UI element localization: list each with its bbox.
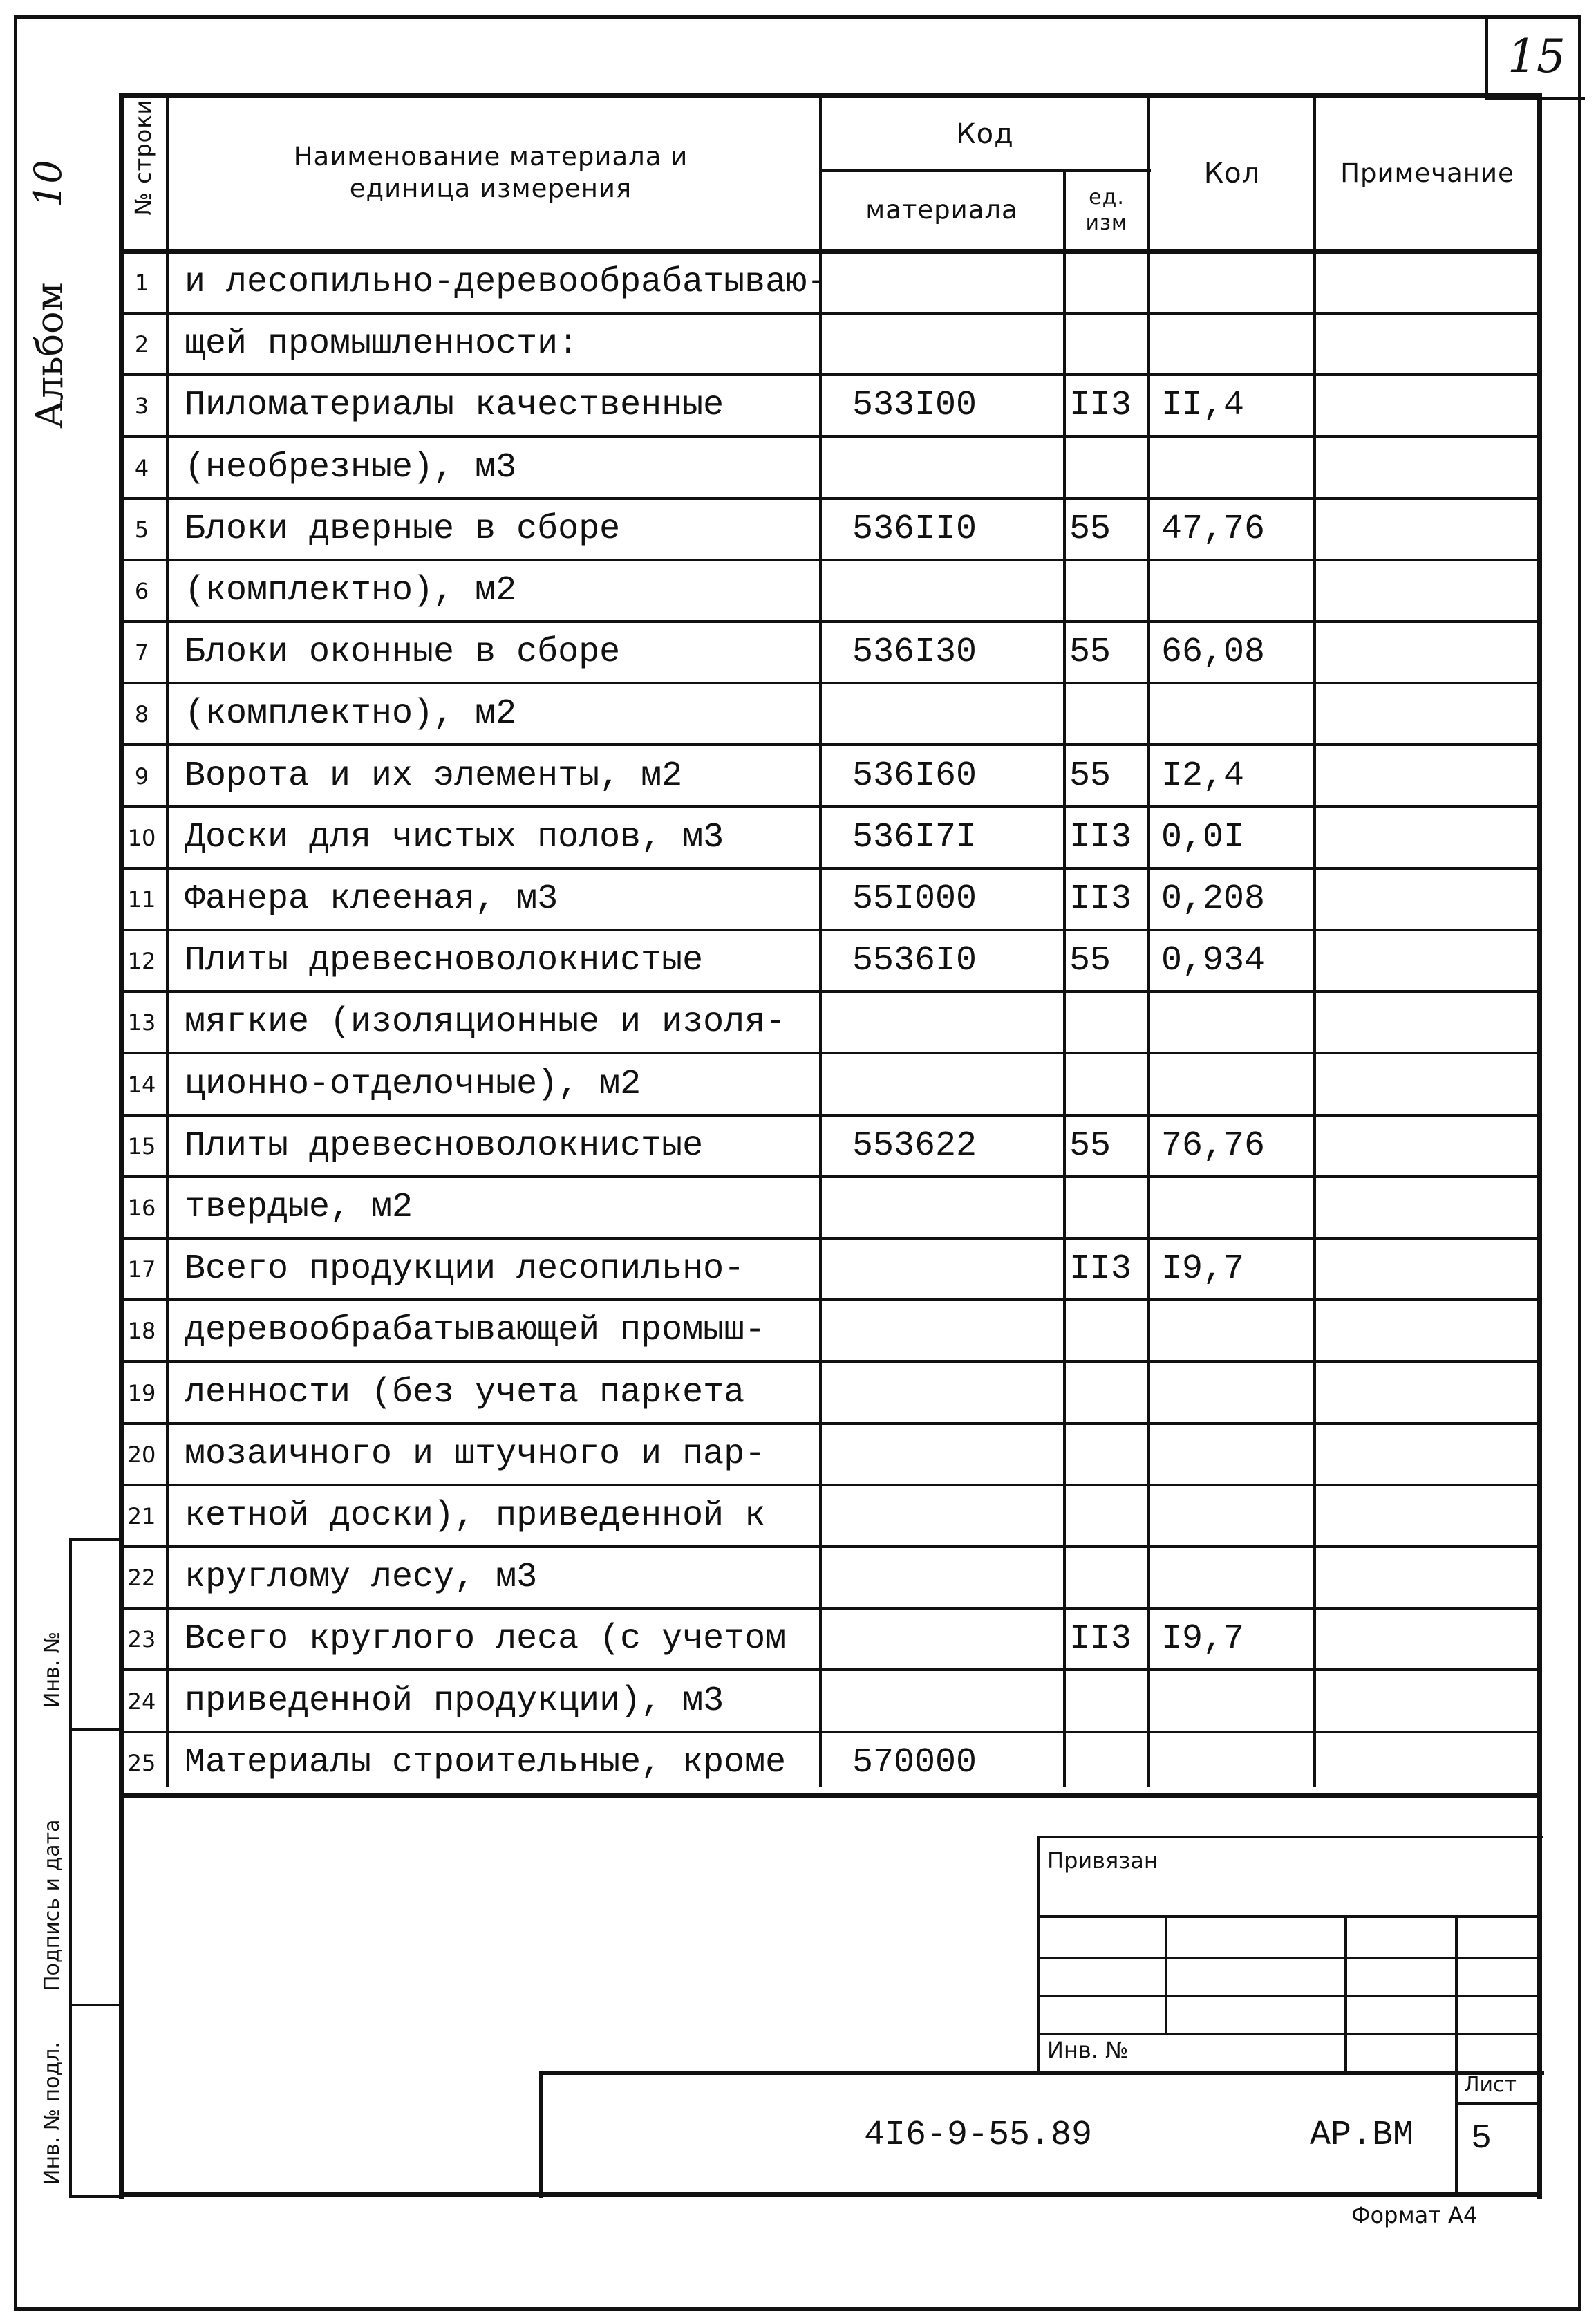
material-name-cell: Всего круглого леса (с учетом	[185, 1619, 787, 1659]
sheet-number: 15	[1485, 15, 1585, 100]
quantity-cell	[1161, 1054, 1313, 1115]
unit-code-cell	[1069, 1670, 1145, 1732]
material-code-cell: 533I00	[852, 386, 977, 425]
unit-code-cell: II3	[1069, 879, 1132, 919]
stamp-sheet-vline	[1455, 2071, 1458, 2194]
album-label: Альбом	[28, 282, 71, 429]
note-cell	[1320, 1300, 1534, 1361]
material-name-cell: кетной доски), приведенной к	[185, 1496, 766, 1536]
quantity-cell: 47,76	[1161, 510, 1266, 549]
quantity-cell	[1161, 1485, 1313, 1547]
quantity-cell	[1161, 991, 1313, 1053]
unit-code-cell	[1069, 1362, 1145, 1424]
table-row	[121, 1424, 1539, 1485]
header-code-unit: ед. изм	[1085, 185, 1128, 235]
row-number-cell: 4	[134, 454, 149, 481]
table-row	[121, 252, 1539, 313]
unit-code-cell	[1069, 313, 1145, 375]
material-code-cell	[852, 1424, 1080, 1485]
note-cell	[1320, 375, 1534, 436]
unit-code-cell: 55	[1069, 633, 1111, 672]
material-name-cell: ленности (без учета паркета	[185, 1373, 745, 1413]
note-cell	[1320, 1732, 1534, 1793]
material-name-cell: Пиломатериалы качественные	[185, 386, 724, 425]
side-inv-no: Инв. №	[40, 1631, 64, 1708]
header-qty: Кол	[1203, 158, 1261, 189]
material-name-cell: и лесопильно-деревообрабатываю-	[185, 263, 828, 302]
unit-code-cell	[1069, 1300, 1145, 1361]
quantity-cell	[1161, 252, 1313, 313]
table-row	[121, 1115, 1539, 1177]
note-cell	[1320, 1608, 1534, 1670]
table-row	[121, 1485, 1539, 1547]
note-cell	[1320, 560, 1534, 622]
note-cell	[1320, 437, 1534, 498]
note-cell	[1320, 1054, 1534, 1115]
unit-code-cell	[1069, 560, 1145, 622]
material-code-cell	[852, 560, 1080, 622]
material-code-cell: 553622	[852, 1126, 977, 1166]
note-cell	[1320, 252, 1534, 313]
row-number-cell: 3	[134, 392, 149, 419]
stamp-doc-code: 4I6-9-55.89	[864, 2116, 1093, 2155]
row-number-cell: 20	[127, 1441, 156, 1468]
material-name-cell: Плиты древесноволокнистые	[185, 941, 704, 980]
note-cell	[1320, 1362, 1534, 1424]
quantity-cell	[1161, 1732, 1313, 1793]
unit-code-cell	[1069, 1485, 1145, 1547]
quantity-cell	[1161, 313, 1313, 375]
material-name-cell: Плиты древесноволокнистые	[185, 1126, 704, 1166]
unit-code-cell	[1069, 683, 1145, 745]
table-body-bottom	[119, 1793, 1542, 1798]
row-number-cell: 22	[127, 1564, 156, 1591]
unit-code-cell	[1069, 991, 1145, 1053]
quantity-cell	[1161, 437, 1313, 498]
row-number-cell: 16	[127, 1194, 156, 1221]
row-number-cell: 23	[127, 1625, 156, 1652]
quantity-cell: I9,7	[1161, 1619, 1245, 1659]
note-cell	[1320, 498, 1534, 560]
table-row	[121, 683, 1539, 745]
row-number-cell: 1	[134, 269, 149, 296]
table-row	[121, 1300, 1539, 1361]
row-number-cell: 10	[127, 824, 156, 851]
material-code-cell	[852, 1670, 1080, 1732]
side-inv-orig: Инв. № подл.	[40, 2042, 64, 2185]
material-code-cell: 536I60	[852, 756, 977, 796]
unit-code-cell: II3	[1069, 386, 1132, 425]
table-row	[121, 1054, 1539, 1115]
unit-code-cell	[1069, 1054, 1145, 1115]
material-code-cell: 536II0	[852, 510, 977, 549]
material-name-cell: мягкие (изоляционные и изоля-	[185, 1003, 787, 1042]
note-cell	[1320, 745, 1534, 807]
note-cell	[1320, 1424, 1534, 1485]
unit-code-cell: 55	[1069, 756, 1111, 796]
header-name: Наименование материала и единица измерения	[293, 141, 688, 203]
material-code-cell	[852, 1054, 1080, 1115]
material-code-cell	[852, 1362, 1080, 1424]
table-row	[121, 560, 1539, 622]
note-cell	[1320, 683, 1534, 745]
header-row-no: № строки	[130, 99, 156, 216]
unit-code-cell: II3	[1069, 818, 1132, 857]
side-strip-bottom	[69, 2195, 121, 2198]
header-note: Примечание	[1340, 158, 1514, 188]
row-number-cell: 21	[127, 1502, 156, 1529]
unit-code-cell	[1069, 1424, 1145, 1485]
material-name-cell: мозаичного и штучного и пар-	[185, 1435, 766, 1474]
stamp-sheet-label: Лист	[1464, 2073, 1517, 2097]
side-strip-div-2	[69, 2004, 121, 2006]
table-row	[121, 745, 1539, 807]
stamp-bound-label: Привязан	[1047, 1847, 1158, 1874]
quantity-cell: 76,76	[1161, 1126, 1266, 1166]
quantity-cell	[1161, 1670, 1313, 1732]
table-row	[121, 437, 1539, 498]
table-row	[121, 313, 1539, 375]
table-row	[121, 498, 1539, 560]
quantity-cell	[1161, 1362, 1313, 1424]
quantity-cell: II,4	[1161, 386, 1245, 425]
table-row	[121, 1732, 1539, 1793]
material-code-cell	[852, 1608, 1080, 1670]
row-number-cell: 15	[127, 1132, 156, 1159]
material-code-cell	[852, 313, 1080, 375]
stamp-sheet-value: 5	[1471, 2119, 1492, 2159]
stamp-line-2	[1037, 1957, 1540, 1959]
quantity-cell: I2,4	[1161, 756, 1245, 796]
row-number-cell: 9	[134, 763, 149, 790]
stamp-sheet-hline	[1455, 2102, 1540, 2105]
row-number-cell: 2	[134, 330, 149, 357]
row-number-cell: 6	[134, 577, 149, 604]
table-row	[121, 1238, 1539, 1300]
unit-code-cell: 55	[1069, 941, 1111, 980]
stamp-line-1	[1037, 1915, 1540, 1918]
header-code: Код	[956, 118, 1014, 150]
side-strip-div-1	[69, 1728, 121, 1731]
row-number-cell: 19	[127, 1379, 156, 1406]
stamp-vline-3	[1455, 1915, 1458, 2071]
row-number-cell: 7	[134, 639, 149, 666]
table-row	[121, 1362, 1539, 1424]
note-cell	[1320, 1115, 1534, 1177]
material-code-cell	[852, 1177, 1080, 1238]
table-top-border	[119, 93, 1542, 98]
note-cell	[1320, 868, 1534, 930]
note-cell	[1320, 1547, 1534, 1608]
note-cell	[1320, 1485, 1534, 1547]
side-strip-line	[69, 1538, 72, 2195]
material-name-cell: твердые, м2	[185, 1188, 413, 1227]
quantity-cell: 0,0I	[1161, 818, 1245, 857]
quantity-cell	[1161, 1547, 1313, 1608]
material-name-cell: (комплектно), м2	[185, 571, 517, 610]
stamp-inv-label: Инв. №	[1047, 2037, 1129, 2063]
table-row	[121, 1547, 1539, 1608]
side-strip-top	[69, 1538, 121, 1541]
unit-code-cell: II3	[1069, 1619, 1132, 1659]
unit-code-cell	[1069, 1547, 1145, 1608]
row-number-cell: 17	[127, 1256, 156, 1283]
material-code-cell: 55I000	[852, 879, 977, 919]
quantity-cell: 66,08	[1161, 633, 1266, 672]
quantity-cell	[1161, 1424, 1313, 1485]
table-row	[121, 807, 1539, 868]
quantity-cell	[1161, 1300, 1313, 1361]
side-sign-date: Подпись и дата	[40, 1819, 64, 1991]
note-cell	[1320, 1670, 1534, 1732]
unit-code-cell: II3	[1069, 1249, 1132, 1289]
note-cell	[1320, 807, 1534, 868]
material-name-cell: Блоки дверные в сборе	[185, 510, 621, 549]
material-name-cell: Блоки оконные в сборе	[185, 633, 621, 672]
note-cell	[1320, 991, 1534, 1053]
row-number-cell: 25	[127, 1749, 156, 1776]
quantity-cell: 0,208	[1161, 879, 1266, 919]
unit-code-cell	[1069, 1732, 1145, 1793]
material-code-cell	[852, 252, 1080, 313]
material-name-cell: деревообрабатывающей промыш-	[185, 1311, 766, 1350]
material-name-cell: ционно-отделочные), м2	[185, 1065, 641, 1104]
table-row	[121, 991, 1539, 1053]
row-number-cell: 11	[127, 886, 156, 913]
row-number-cell: 18	[127, 1317, 156, 1344]
row-number-cell: 24	[127, 1688, 156, 1715]
note-cell	[1320, 1238, 1534, 1300]
material-name-cell: Всего продукции лесопильно-	[185, 1249, 745, 1289]
quantity-cell	[1161, 1177, 1313, 1238]
table-row	[121, 868, 1539, 930]
material-name-cell: (комплектно), м2	[185, 694, 517, 734]
row-number-cell: 13	[127, 1009, 156, 1036]
material-name-cell: Ворота и их элементы, м2	[185, 756, 683, 796]
material-code-cell	[852, 991, 1080, 1053]
table-row	[121, 930, 1539, 991]
row-number-cell: 12	[127, 947, 156, 974]
table-row	[121, 375, 1539, 436]
unit-code-cell	[1069, 437, 1145, 498]
stamp-line-4	[1037, 2033, 1540, 2035]
table-row	[121, 1177, 1539, 1238]
material-code-cell	[852, 683, 1080, 745]
unit-code-cell: 55	[1069, 510, 1111, 549]
material-name-cell: Материалы строительные, кроме	[185, 1743, 787, 1782]
row-number-cell: 14	[127, 1071, 156, 1098]
material-name-cell: приведенной продукции), м3	[185, 1681, 724, 1721]
material-name-cell: щей промышленности:	[185, 324, 579, 364]
stamp-line-3	[1037, 1995, 1540, 1997]
album-number: 10	[26, 160, 70, 207]
stamp-doc-mark: АР.ВМ	[1310, 2116, 1414, 2155]
material-code-cell	[852, 1238, 1080, 1300]
material-code-cell: 536I7I	[852, 818, 977, 857]
material-code-cell	[852, 1485, 1080, 1547]
table-row	[121, 1670, 1539, 1732]
material-code-cell: 570000	[852, 1743, 977, 1782]
material-name-cell: (необрезные), м3	[185, 448, 517, 487]
row-number-cell: 5	[134, 516, 149, 543]
note-cell	[1320, 1177, 1534, 1238]
material-code-cell: 5536I0	[852, 941, 977, 980]
material-code-cell	[852, 1300, 1080, 1361]
material-name-cell: круглому лесу, м3	[185, 1558, 538, 1597]
stamp-vline-2	[1344, 1915, 1347, 2071]
material-name-cell: Доски для чистых полов, м3	[185, 818, 724, 857]
quantity-cell	[1161, 560, 1313, 622]
header-code-material: материала	[865, 194, 1018, 225]
material-code-cell	[852, 437, 1080, 498]
quantity-cell: I9,7	[1161, 1249, 1245, 1289]
unit-code-cell	[1069, 1177, 1145, 1238]
note-cell	[1320, 622, 1534, 683]
table-row	[121, 622, 1539, 683]
note-cell	[1320, 313, 1534, 375]
material-name-cell: Фанера клееная, м3	[185, 879, 558, 919]
header-code-divider	[819, 169, 1151, 172]
quantity-cell: 0,934	[1161, 941, 1266, 980]
quantity-cell	[1161, 683, 1313, 745]
note-cell	[1320, 930, 1534, 991]
table-row	[121, 1608, 1539, 1670]
stamp-vline-1	[1165, 1915, 1167, 2033]
format-label: Формат А4	[1351, 2202, 1478, 2228]
material-code-cell: 536I30	[852, 633, 977, 672]
unit-code-cell: 55	[1069, 1126, 1111, 1166]
material-code-cell	[852, 1547, 1080, 1608]
unit-code-cell	[1069, 252, 1145, 313]
row-number-cell: 8	[134, 700, 149, 727]
